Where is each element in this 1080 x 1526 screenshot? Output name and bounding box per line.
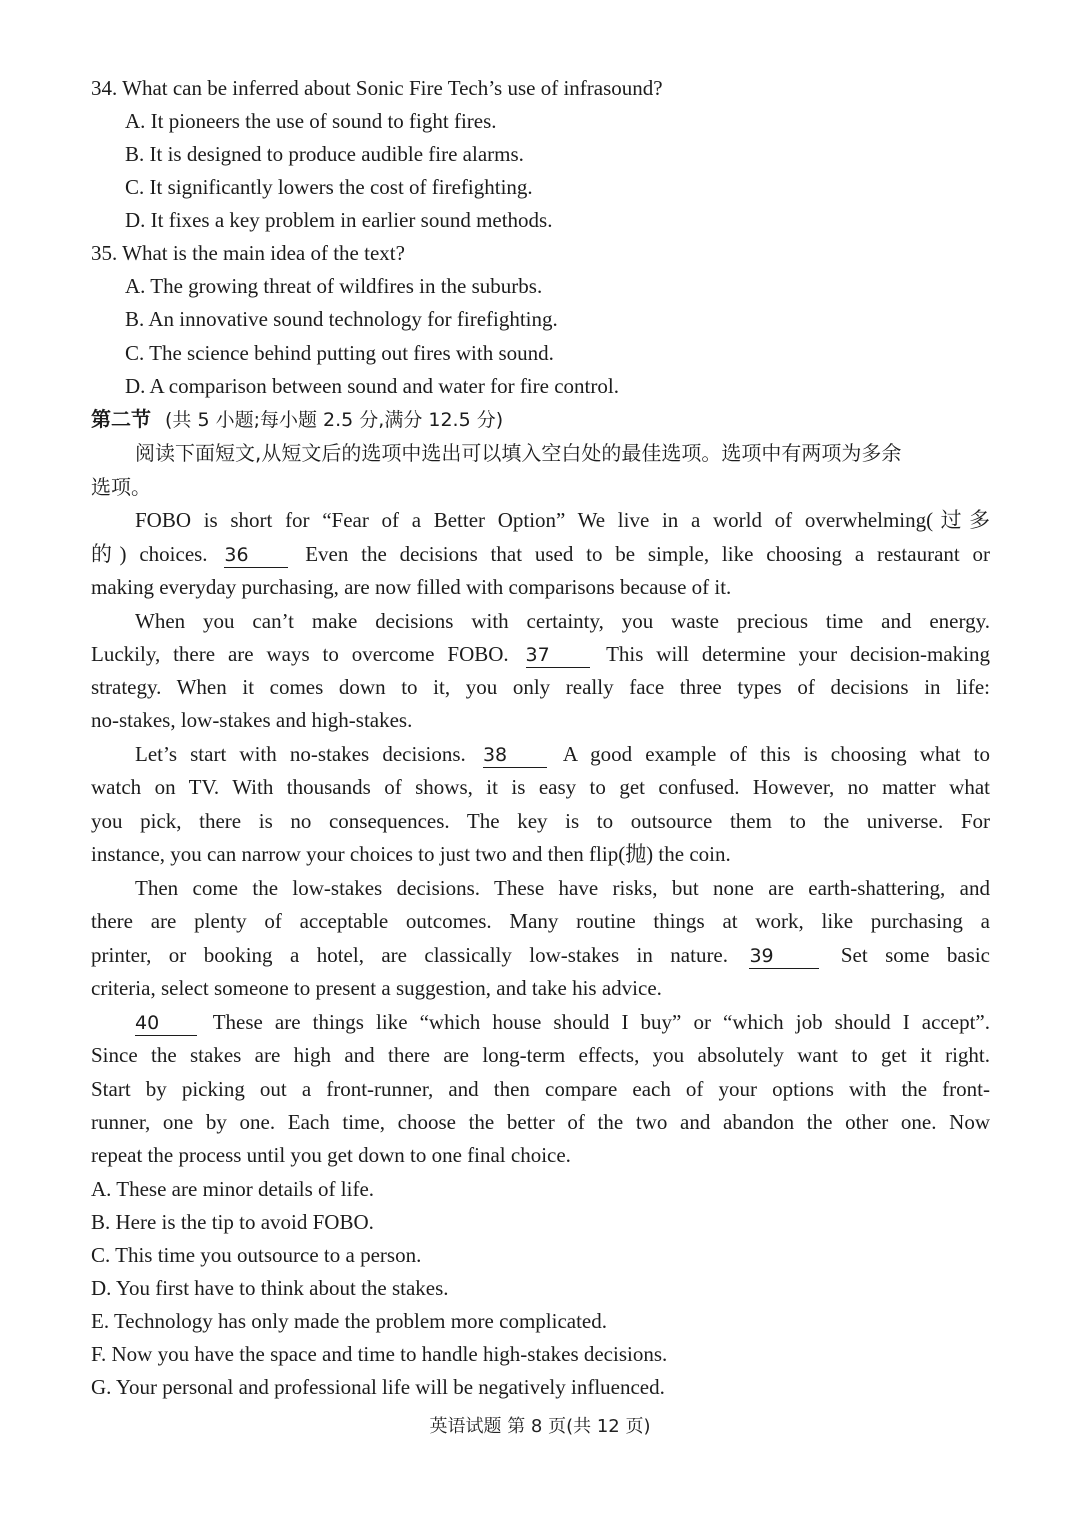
passage-p3-line1 xyxy=(135,738,990,771)
option-g: G. Your personal and professional life will be negatively influenced. xyxy=(91,1375,665,1399)
passage-p5-line2: Since the stakes are high and there are long-term effects, you absolutely want to get it right. xyxy=(91,1043,990,1067)
q35-option-d: D. A comparison between sound and water for fire control. xyxy=(125,374,619,398)
section-header xyxy=(91,403,991,437)
passage-p2-line1: When you can’t make decisions with certainty, you waste precious time and energy. xyxy=(135,609,990,633)
q35-option-a: A. The growing threat of wildfires in the suburbs. xyxy=(125,274,543,298)
passage-p3-line4: instance, you can narrow your choices to just two and then flip(抛) the coin. xyxy=(91,842,731,866)
section-instruction-line2: 选项。 xyxy=(91,475,151,499)
passage-text: This will determine your decision-making xyxy=(606,642,991,666)
passage-p5-line1 xyxy=(135,1006,990,1039)
option-d: D. You first have to think about the stakes. xyxy=(91,1276,449,1300)
passage-text: 的) choices. xyxy=(91,542,208,566)
q35-option-c: C. The science behind putting out fires with sound. xyxy=(125,341,554,365)
blank-39: 39 xyxy=(749,942,819,969)
passage-text: These are things like “which house should I buy” or “which job should I accept”. xyxy=(212,1010,990,1034)
passage-p1-line2 xyxy=(91,538,990,571)
passage-p4-line3 xyxy=(91,939,990,972)
option-c: C. This time you outsource to a person. xyxy=(91,1243,422,1267)
option-f: F. Now you have the space and time to handle high-stakes decisions. xyxy=(91,1342,668,1366)
passage-p5-line3: Start by picking out a front-runner, and then compare each of your options with the front- xyxy=(91,1077,990,1101)
q34-stem: 34. What can be inferred about Sonic Fire Tech’s use of infrasound? xyxy=(91,76,663,100)
page-footer: 英语试题 第 8 页(共 12 页) xyxy=(429,1416,651,1437)
passage-p4-line1: Then come the low-stakes decisions. These have risks, but none are earth-shattering, and xyxy=(135,876,990,900)
q34-option-d: D. It fixes a key problem in earlier sound methods. xyxy=(125,208,553,232)
option-a: A. These are minor details of life. xyxy=(91,1177,375,1201)
passage-text: Let’s start with no-stakes decisions. xyxy=(135,742,466,766)
passage-p2-line4: no-stakes, low-stakes and high-stakes. xyxy=(91,708,413,732)
passage-p5-line5: repeat the process until you get down to one final choice. xyxy=(91,1143,571,1167)
blank-38: 38 xyxy=(483,741,547,768)
section-instruction-line1: 阅读下面短文,从短文后的选项中选出可以填入空白处的最佳选项。选项中有两项为多余 xyxy=(135,441,902,465)
section-title: 第二节 xyxy=(91,407,151,431)
q34-option-a: A. It pioneers the use of sound to fight fires. xyxy=(125,109,497,133)
passage-p3-line3: you pick, there is no consequences. The key is to outsource them to the universe. For xyxy=(91,809,990,833)
option-b: B. Here is the tip to avoid FOBO. xyxy=(91,1210,374,1234)
q35-stem: 35. What is the main idea of the text? xyxy=(91,241,405,265)
q34-option-c: C. It significantly lowers the cost of firefighting. xyxy=(125,175,533,199)
q34-option-b: B. It is designed to produce audible fire alarms. xyxy=(125,142,524,166)
passage-p1-line1: FOBO is short for “Fear of a Better Option” We live in a world of overwhelming(过多 xyxy=(135,508,990,532)
passage-p5-line4: runner, one by one. Each time, choose the better of the two and abandon the other one. Now xyxy=(91,1110,990,1134)
passage-p4-line4: criteria, select someone to present a suggestion, and take his advice. xyxy=(91,976,662,1000)
passage-text: Set some basic xyxy=(840,943,991,967)
passage-p4-line2: there are plenty of acceptable outcomes. Many routine things at work, like purchasing a xyxy=(91,909,990,933)
section-info: (共 5 小题;每小题 2.5 分,满分 12.5 分) xyxy=(165,409,504,431)
passage-p2-line3: strategy. When it comes down to it, you only really face three types of decisions in life: xyxy=(91,675,990,699)
q35-option-b: B. An innovative sound technology for firefighting. xyxy=(125,307,558,331)
passage-text: Luckily, there are ways to overcome FOBO. xyxy=(91,642,509,666)
passage-p3-line2: watch on TV. With thousands of shows, it is easy to get confused. However, no matter what xyxy=(91,775,990,799)
passage-text: printer, or booking a hotel, are classically low-stakes in nature. xyxy=(91,943,729,967)
passage-p1-line3: making everyday purchasing, are now filled with comparisons because of it. xyxy=(91,575,732,599)
blank-36: 36 xyxy=(224,541,288,568)
passage-p2-line2 xyxy=(91,638,990,671)
blank-37: 37 xyxy=(526,641,590,668)
blank-40: 40 xyxy=(135,1009,197,1036)
passage-text: Even the decisions that used to be simple, like choosing a restaurant or xyxy=(305,542,991,566)
passage-text: A good example of this is choosing what to xyxy=(562,742,991,766)
option-e: E. Technology has only made the problem more complicated. xyxy=(91,1309,607,1333)
